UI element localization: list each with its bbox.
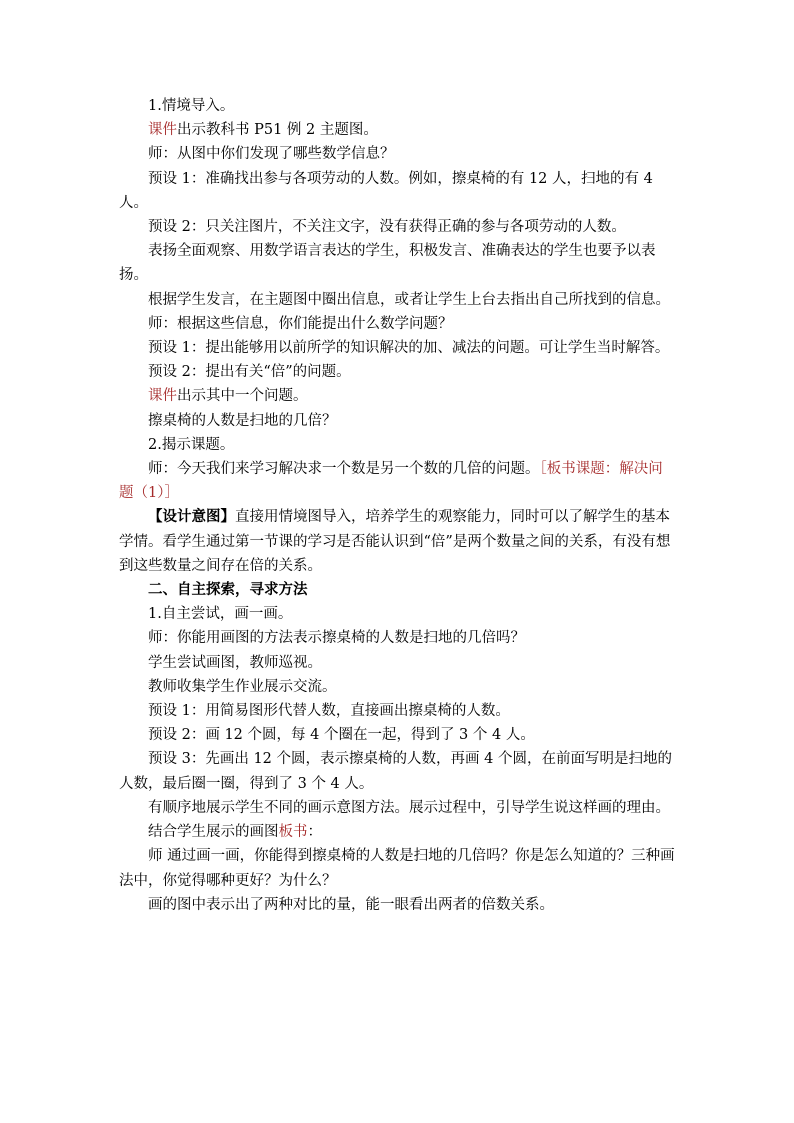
paragraph-draw-preset-3: 预设 3：先画出 12 个圆，表示擦桌椅的人数，再画 4 个圆，在前面写明是扫地的人数，最后圈一圈，得到了 3 个 4 人。 (119, 751, 672, 792)
paragraph-intro-heading: 1.情境导入。 (148, 98, 235, 114)
paragraph-preset-1: 预设 1：准确找出参与各项劳动的人数。例如，擦桌椅的有 12 人，扫地的有 4 人。 (119, 170, 653, 211)
topic-text: 师：今天我们来学习解决求一个数是另一个数的几倍的问题。 (148, 461, 540, 478)
blackboard-label: 板书 (278, 824, 308, 841)
paragraph-reveal-topic: 2.揭示课题。 (148, 436, 235, 453)
paragraph-problem: 擦桌椅的人数是扫地的几倍？ (148, 412, 337, 429)
paragraph-courseware-1 (119, 118, 675, 142)
paragraph-teacher-question-4: 师 通过画一画，你能得到擦桌椅的人数是扫地的几倍吗？你是怎么知道的？三种画法中，你觉得哪种更好？为什么？ (119, 848, 675, 889)
paragraph-design-intent (119, 505, 675, 578)
blackboard-topic: ［板书课题：解决问题（1）］ (119, 461, 663, 502)
courseware-text: 出示教科书 P51 例 2 主题图。 (177, 122, 378, 139)
paragraph-teacher-topic (119, 457, 675, 505)
design-intent-text: 直接用情境图导入，培养学生的观察能力，同时可以了解学生的基本学情。看学生通过第一节课的学习是否能认识到“倍”是两个数量之间的关系，有没有想到这些数量之间存在倍的关系。 (119, 509, 671, 574)
paragraph-blackboard (119, 820, 675, 844)
section-heading-explore: 二、自主探索，寻求方法 (148, 581, 308, 599)
paragraph-teacher-question-2: 师：根据这些信息，你们能提出什么数学问题？ (148, 315, 453, 332)
paragraph-preset-4: 预设 2：提出有关“倍”的问题。 (148, 364, 351, 381)
paragraph-preset-2: 预设 2：只关注图片，不关注文字，没有获得正确的参与各项劳动的人数。 (148, 219, 626, 236)
paragraph-draw-preset-1: 预设 1：用简易图形代替人数，直接画出擦桌椅的人数。 (148, 703, 510, 720)
paragraph-teacher-question-1: 师：从图中你们发现了哪些数学信息？ (148, 146, 395, 163)
blackboard-colon: ： (307, 824, 322, 841)
paragraph-courseware-2 (119, 384, 675, 408)
paragraph-conclusion: 画的图中表示出了两种对比的量，能一眼看出两者的倍数关系。 (148, 896, 554, 913)
document-body (119, 94, 675, 917)
paragraph-teacher-question-3: 师：你能用画图的方法表示擦桌椅的人数是扫地的几倍吗？ (148, 630, 525, 647)
paragraph-praise: 表扬全面观察、用数学语言表达的学生，积极发言、准确表达的学生也要予以表扬。 (119, 243, 656, 284)
paragraph-circle-info: 根据学生发言，在主题图中圈出信息，或者让学生上台去指出自己所找到的信息。 (148, 291, 670, 308)
paragraph-draw-preset-2: 预设 2：画 12 个圆，每 4 个圈在一起，得到了 3 个 4 人。 (148, 727, 535, 744)
paragraph-students-draw: 学生尝试画图，教师巡视。 (148, 654, 322, 671)
design-intent-label: 【设计意图】 (148, 508, 235, 526)
paragraph-collect-work: 教师收集学生作业展示交流。 (148, 678, 337, 695)
blackboard-text: 结合学生展示的画图 (148, 824, 279, 841)
courseware-label: 课件 (148, 122, 177, 139)
paragraph-preset-3: 预设 1：提出能够用以前所学的知识解决的加、减法的问题。可让学生当时解答。 (148, 340, 670, 357)
paragraph-try-draw: 1.自主尝试，画一画。 (148, 606, 293, 623)
courseware-text: 出示其中一个问题。 (177, 388, 308, 405)
courseware-label: 课件 (148, 388, 177, 405)
paragraph-show-methods: 有顺序地展示学生不同的画示意图方法。展示过程中，引导学生说这样画的理由。 (148, 799, 670, 816)
